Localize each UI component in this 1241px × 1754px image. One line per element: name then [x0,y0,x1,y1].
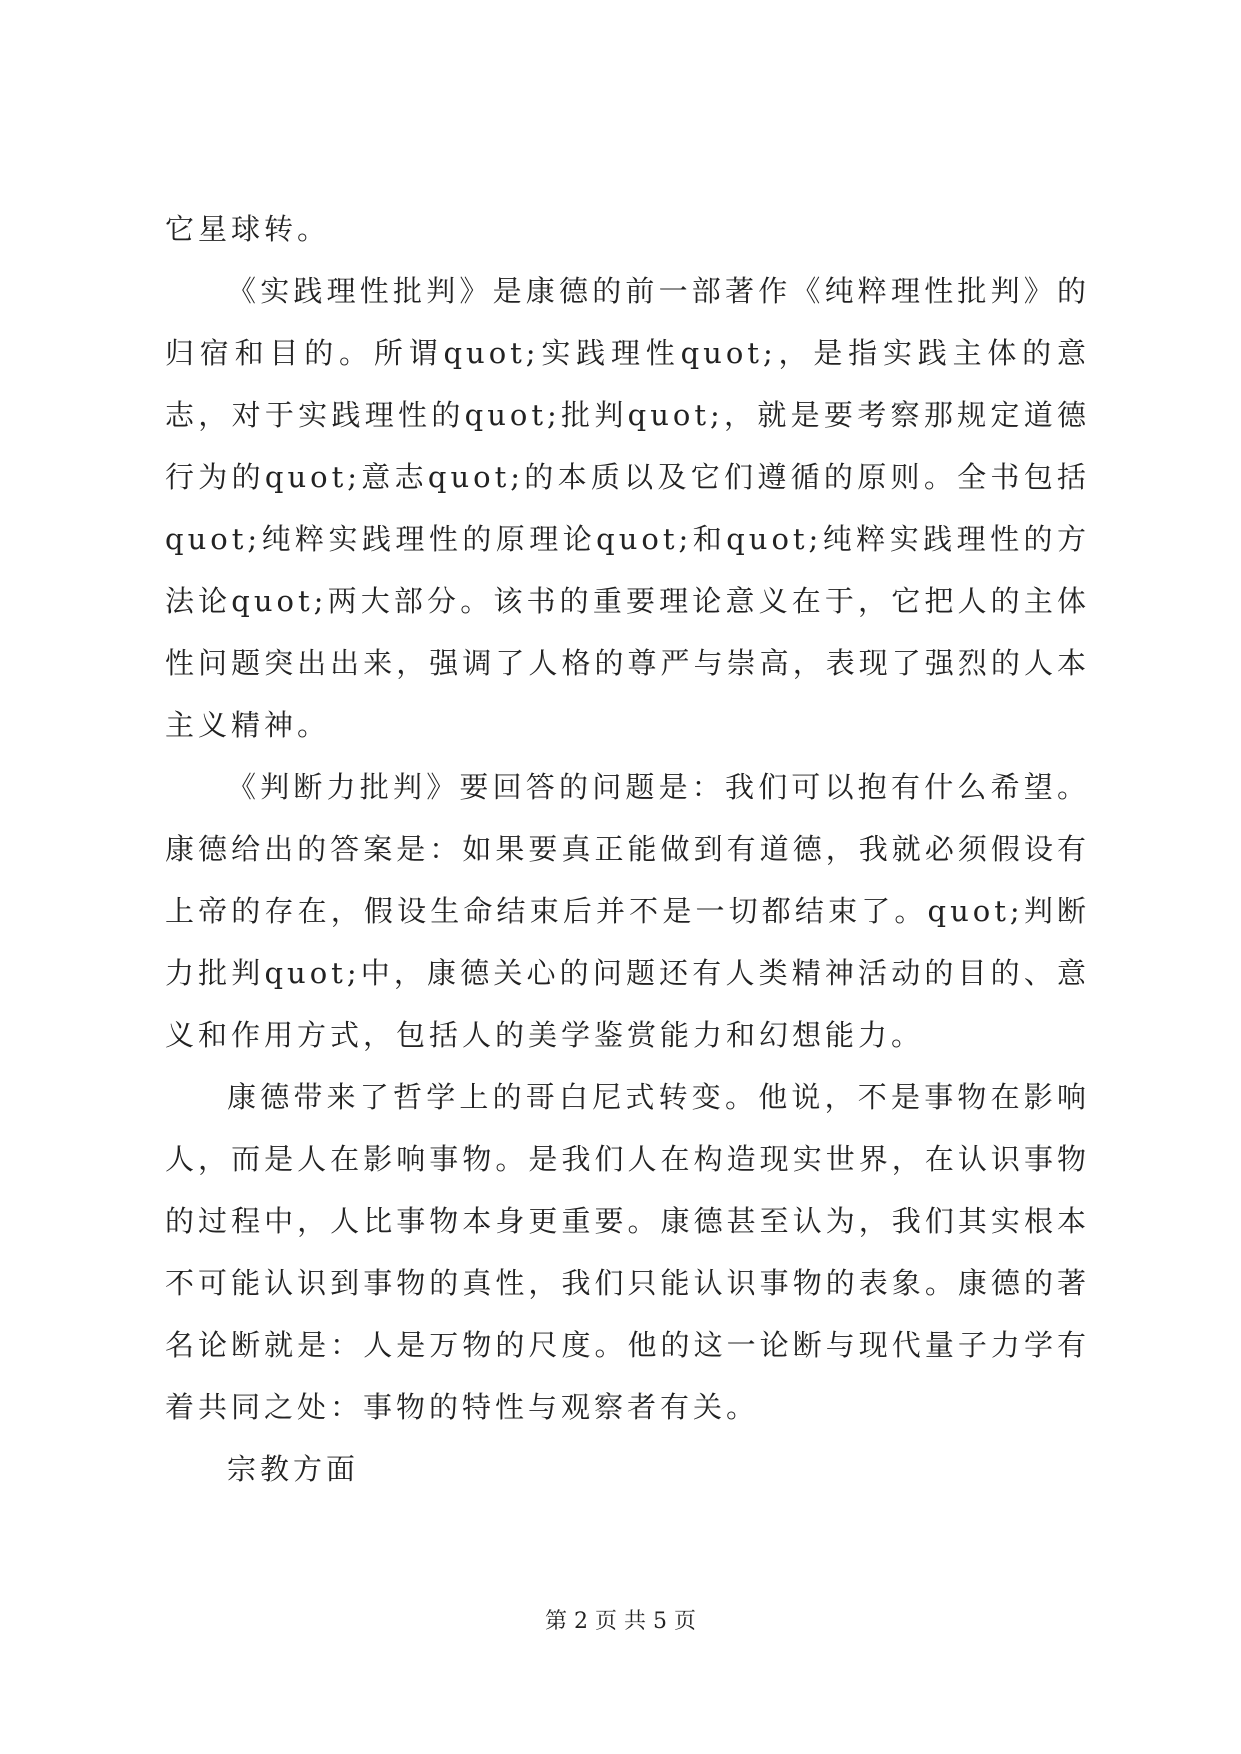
paragraph-judgment: 《判断力批判》要回答的问题是：我们可以抱有什么希望。康德给出的答案是：如果要真正能做到有道德，我就必须假设有上帝的存在，假设生命结束后并不是一切都结束了。quot;判断力批判quot;中，康德关心的问题还有人类精神活动的目的、意义和作用方式，包括人的美学鉴赏能力和幻想能力。 [165,770,1090,1052]
paragraph-practical-reason: 《实践理性批判》是康德的前一部著作《纯粹理性批判》的归宿和目的。所谓quot;实践理性quot;，是指实践主体的意志，对于实践理性的quot;批判quot;，就是要考察那规定道德行为的quot;意志quot;的本质以及它们遵循的原则。全书包括quot;纯粹实践理性的原理论quot;和quot;纯粹实践理性的方法论quot;两大部分。该书的重要理论意义在于，它把人的主体性问题突出出来，强调了人格的尊严与崇高，表现了强烈的人本主义精神。 [165,274,1090,742]
section-heading-religion: 宗教方面 [227,1452,360,1486]
document-body [165,198,1090,1500]
page-number-footer: 第 2 页 共 5 页 [545,1609,696,1634]
paragraph-continuation: 它星球转。 [165,212,331,246]
paragraph-copernican-turn: 康德带来了哲学上的哥白尼式转变。他说，不是事物在影响人，而是人在影响事物。是我们人在构造现实世界，在认识事物的过程中，人比事物本身更重要。康德甚至认为，我们其实根本不可能认识到事物的真性，我们只能认识事物的表象。康德的著名论断就是：人是万物的尺度。他的这一论断与现代量子力学有着共同之处：事物的特性与观察者有关。 [165,1080,1090,1424]
